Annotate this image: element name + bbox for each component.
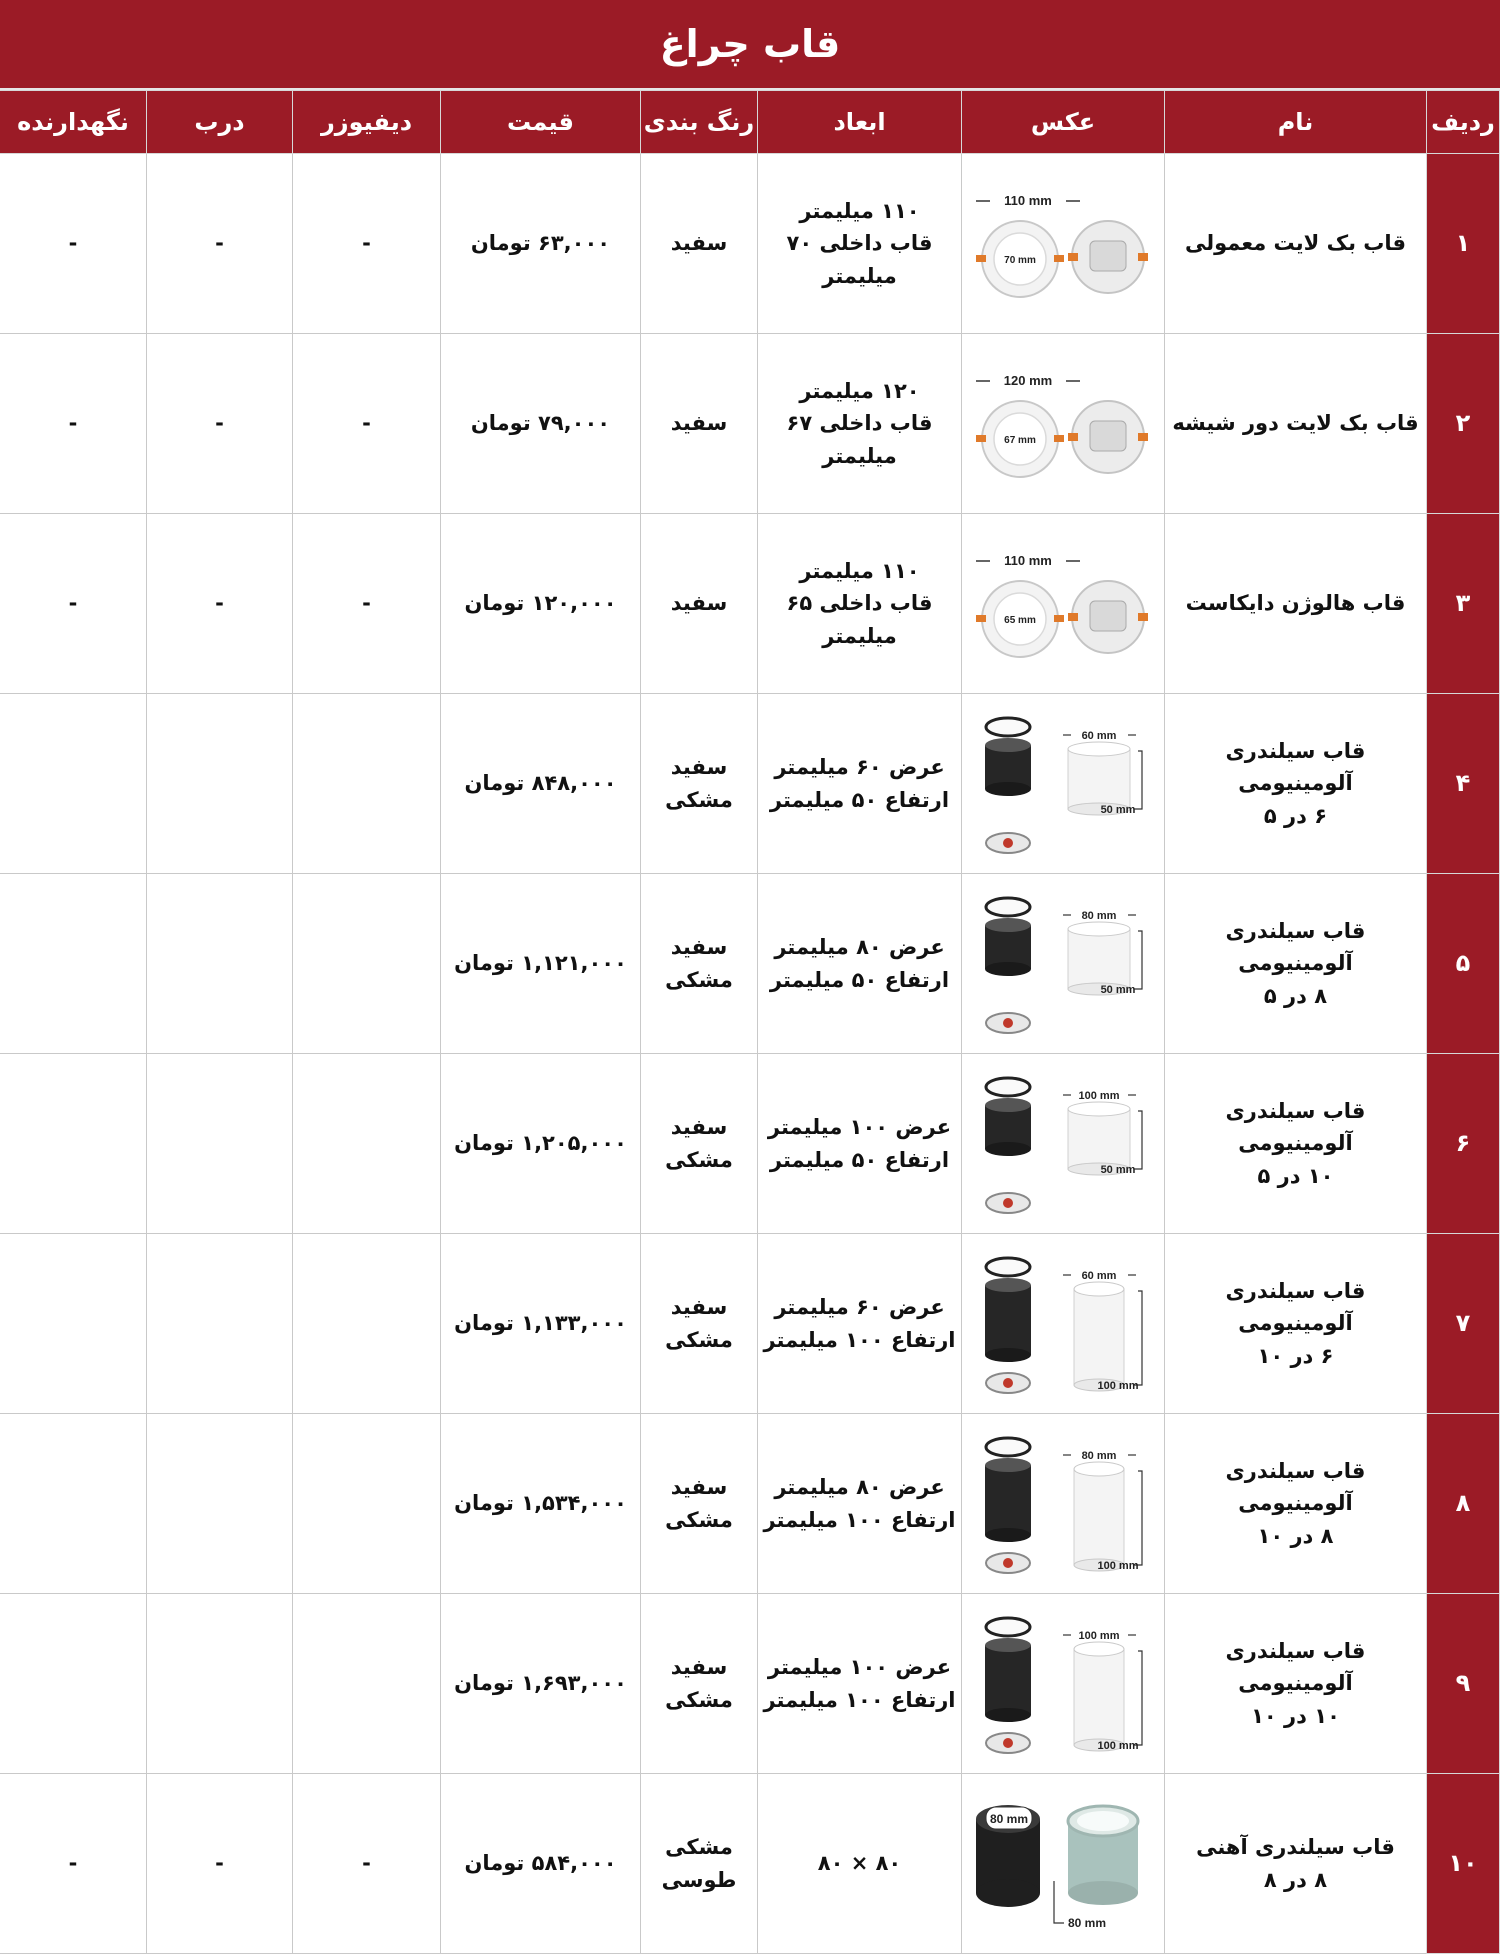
dimension-line: ارتفاع ۵۰ میلیمتر (769, 1147, 950, 1172)
price-cell: ۷۹,۰۰۰ تومان (441, 334, 641, 514)
product-photo-cell (962, 1054, 1165, 1234)
dimensions-cell (758, 1234, 962, 1414)
dimension-line: ۱۱۰ میلیمتر (799, 198, 920, 223)
diffuser-cell (293, 1234, 441, 1414)
door-cell (147, 874, 293, 1054)
product-photo-cell (962, 1774, 1165, 1954)
color-line: مشکی (665, 967, 733, 992)
product-photo (968, 169, 1158, 319)
dimension-line: قاب داخلی ۶۷ میلیمتر (786, 411, 933, 468)
holder-cell: - (0, 154, 147, 334)
holder-cell (0, 1414, 147, 1594)
product-name-line: ۸ در ۸ (1263, 1867, 1328, 1892)
color-line: سفید (670, 754, 728, 779)
width-dimension-label: 80 mm (1081, 1449, 1117, 1462)
dimension-line: ارتفاع ۵۰ میلیمتر (769, 787, 950, 812)
table-row (0, 1774, 1500, 1954)
header-row (0, 91, 1500, 154)
product-photo (968, 1249, 1158, 1399)
color-line: سفید (670, 1654, 728, 1679)
table-row (0, 514, 1500, 694)
product-name-line: ۶ در ۵ (1263, 803, 1328, 828)
table-body (0, 154, 1500, 1954)
product-name-line: قاب سیلندری آلومینیومی (1225, 1278, 1366, 1336)
col-header-dimensions: ابعاد (758, 91, 962, 154)
product-name-cell (1165, 1234, 1427, 1414)
width-dimension-label: 110 mm (1004, 192, 1052, 208)
dimension-line: ارتفاع ۵۰ میلیمتر (769, 967, 950, 992)
width-dimension-label: 110 mm (1004, 552, 1052, 568)
col-header-colors: رنگ بندی (641, 91, 758, 154)
product-table (0, 90, 1500, 1954)
diffuser-cell: - (293, 334, 441, 514)
diffuser-cell (293, 874, 441, 1054)
col-header-door: درب (147, 91, 293, 154)
row-number-cell: ۴ (1427, 694, 1500, 874)
product-name-line: ۱۰ در ۱۰ (1251, 1703, 1340, 1728)
table-row (0, 1414, 1500, 1594)
holder-cell: - (0, 1774, 147, 1954)
dimension-line: ۱۲۰ میلیمتر (799, 378, 920, 403)
holder-cell (0, 1594, 147, 1774)
color-line: مشکی (665, 1834, 733, 1859)
product-photo (968, 1789, 1158, 1939)
product-photo-cell (962, 334, 1165, 514)
row-number-cell: ۳ (1427, 514, 1500, 694)
diffuser-cell: - (293, 1774, 441, 1954)
dimension-line: قاب داخلی ۷۰ میلیمتر (786, 231, 933, 288)
diffuser-cell (293, 1594, 441, 1774)
table-row (0, 1594, 1500, 1774)
price-cell: ۱,۱۲۱,۰۰۰ تومان (441, 874, 641, 1054)
product-name-line: قاب بک لایت معمولی (1184, 231, 1407, 256)
dimension-line: ارتفاع ۱۰۰ میلیمتر (763, 1687, 956, 1712)
product-name-line: قاب سیلندری آهنی (1196, 1834, 1395, 1859)
table-row (0, 1054, 1500, 1234)
holder-cell (0, 874, 147, 1054)
price-cell: ۱۲۰,۰۰۰ تومان (441, 514, 641, 694)
width-dimension-label: 80 mm (989, 1811, 1029, 1826)
product-photo-cell (962, 1414, 1165, 1594)
product-photo (968, 1069, 1158, 1219)
col-header-diffuser: دیفیوزر (293, 91, 441, 154)
product-photo-cell (962, 514, 1165, 694)
door-cell (147, 1054, 293, 1234)
row-number-cell: ۸ (1427, 1414, 1500, 1594)
row-number-cell: ۵ (1427, 874, 1500, 1054)
colors-cell (641, 334, 758, 514)
width-dimension-label: 60 mm (1081, 1269, 1117, 1282)
product-name-line: ۶ در ۱۰ (1257, 1343, 1334, 1368)
price-cell: ۱,۵۳۴,۰۰۰ تومان (441, 1414, 641, 1594)
product-name-line: قاب سیلندری آلومینیومی (1225, 1458, 1366, 1516)
col-header-price: قیمت (441, 91, 641, 154)
height-dimension-label: 100 mm (1097, 1379, 1139, 1392)
product-photo (968, 1609, 1158, 1759)
color-line: طوسی (661, 1867, 737, 1892)
diffuser-cell: - (293, 514, 441, 694)
price-cell: ۵۸۴,۰۰۰ تومان (441, 1774, 641, 1954)
product-name-line: ۱۰ در ۵ (1257, 1163, 1334, 1188)
product-name-line: قاب سیلندری آلومینیومی (1225, 918, 1366, 976)
col-header-holder: نگهدارنده (0, 91, 147, 154)
col-header-row-number: ردیف (1427, 91, 1500, 154)
dimension-line: عرض ۱۰۰ میلیمتر (767, 1654, 952, 1679)
diffuser-cell (293, 1414, 441, 1594)
door-cell (147, 1594, 293, 1774)
product-photo-cell (962, 694, 1165, 874)
dimensions-cell (758, 874, 962, 1054)
product-photo (968, 709, 1158, 859)
width-dimension-label: 80 mm (1081, 909, 1117, 922)
product-name-cell (1165, 1594, 1427, 1774)
product-name-cell (1165, 694, 1427, 874)
dimension-line: قاب داخلی ۶۵ میلیمتر (786, 591, 933, 648)
dimension-line: عرض ۶۰ میلیمتر (774, 754, 945, 779)
table-row (0, 1234, 1500, 1414)
product-name-cell (1165, 874, 1427, 1054)
dimension-line: ارتفاع ۱۰۰ میلیمتر (763, 1327, 956, 1352)
product-name-cell (1165, 514, 1427, 694)
product-name-line: قاب هالوژن دایکاست (1185, 591, 1406, 616)
width-dimension-label: 100 mm (1078, 1629, 1120, 1642)
price-cell: ۱,۱۳۳,۰۰۰ تومان (441, 1234, 641, 1414)
colors-cell (641, 1414, 758, 1594)
price-cell: ۱,۲۰۵,۰۰۰ تومان (441, 1054, 641, 1234)
price-cell: ۱,۶۹۳,۰۰۰ تومان (441, 1594, 641, 1774)
row-number-cell: ۷ (1427, 1234, 1500, 1414)
width-dimension-label: 120 mm (1003, 372, 1053, 388)
diffuser-cell (293, 1054, 441, 1234)
product-name-cell (1165, 1414, 1427, 1594)
col-header-photo: عکس (962, 91, 1165, 154)
product-photo (968, 529, 1158, 679)
row-number-cell: ۲ (1427, 334, 1500, 514)
color-line: سفید (670, 1474, 728, 1499)
width-dimension-label: 60 mm (1081, 729, 1117, 742)
height-dimension-label: 100 mm (1097, 1739, 1139, 1752)
product-name-cell (1165, 334, 1427, 514)
holder-cell: - (0, 514, 147, 694)
door-cell (147, 1234, 293, 1414)
product-name-line: قاب سیلندری آلومینیومی (1225, 1098, 1366, 1156)
table-row (0, 694, 1500, 874)
dimensions-cell (758, 1054, 962, 1234)
dimension-line: ۸۰ × ۸۰ (817, 1851, 902, 1876)
diffuser-cell (293, 694, 441, 874)
colors-cell (641, 694, 758, 874)
color-line: سفید (670, 1114, 728, 1139)
dimensions-cell (758, 1594, 962, 1774)
height-dimension-label: 50 mm (1100, 803, 1136, 816)
dimensions-cell (758, 154, 962, 334)
dimension-line: عرض ۱۰۰ میلیمتر (767, 1114, 952, 1139)
colors-cell (641, 874, 758, 1054)
height-dimension-label: 80 mm (1068, 1915, 1107, 1930)
door-cell: - (147, 1774, 293, 1954)
door-cell: - (147, 514, 293, 694)
product-photo-cell (962, 1594, 1165, 1774)
table-row (0, 874, 1500, 1054)
colors-cell (641, 154, 758, 334)
sheet-title: قاب چراغ (0, 0, 1500, 90)
color-line: سفید (670, 411, 728, 436)
color-line: مشکی (665, 1147, 733, 1172)
holder-cell (0, 1054, 147, 1234)
color-line: سفید (670, 934, 728, 959)
dimension-line: عرض ۸۰ میلیمتر (774, 1474, 945, 1499)
holder-cell (0, 694, 147, 874)
row-number-cell: ۱ (1427, 154, 1500, 334)
product-name-line: ۸ در ۱۰ (1257, 1523, 1334, 1548)
colors-cell (641, 1234, 758, 1414)
dimensions-cell (758, 514, 962, 694)
dimensions-cell (758, 1774, 962, 1954)
product-photo-cell (962, 874, 1165, 1054)
product-name-cell (1165, 1774, 1427, 1954)
product-photo-cell (962, 154, 1165, 334)
price-cell: ۶۳,۰۰۰ تومان (441, 154, 641, 334)
inner-dimension-label: 70 mm (1004, 254, 1036, 266)
product-name-cell (1165, 1054, 1427, 1234)
dimensions-cell (758, 334, 962, 514)
door-cell: - (147, 154, 293, 334)
diffuser-cell: - (293, 154, 441, 334)
price-cell: ۸۴۸,۰۰۰ تومان (441, 694, 641, 874)
product-name-line: ۸ در ۵ (1263, 983, 1328, 1008)
table-row (0, 154, 1500, 334)
dimensions-cell (758, 694, 962, 874)
door-cell: - (147, 334, 293, 514)
product-photo (968, 1429, 1158, 1579)
door-cell (147, 694, 293, 874)
width-dimension-label: 100 mm (1078, 1089, 1120, 1102)
color-line: مشکی (665, 1687, 733, 1712)
color-line: مشکی (665, 1507, 733, 1532)
product-name-line: قاب سیلندری آلومینیومی (1225, 1638, 1366, 1696)
product-photo (968, 349, 1158, 499)
height-dimension-label: 50 mm (1100, 983, 1136, 996)
height-dimension-label: 50 mm (1100, 1163, 1136, 1176)
product-photo-cell (962, 1234, 1165, 1414)
colors-cell (641, 1774, 758, 1954)
holder-cell (0, 1234, 147, 1414)
product-name-line: قاب بک لایت دور شیشه (1172, 411, 1419, 436)
product-name-cell (1165, 154, 1427, 334)
product-name-line: قاب سیلندری آلومینیومی (1225, 738, 1366, 796)
dimensions-cell (758, 1414, 962, 1594)
row-number-cell: ۶ (1427, 1054, 1500, 1234)
color-line: سفید (670, 231, 728, 256)
door-cell (147, 1414, 293, 1594)
height-dimension-label: 100 mm (1097, 1559, 1139, 1572)
dimension-line: عرض ۶۰ میلیمتر (774, 1294, 945, 1319)
colors-cell (641, 514, 758, 694)
colors-cell (641, 1054, 758, 1234)
color-line: مشکی (665, 787, 733, 812)
row-number-cell: ۹ (1427, 1594, 1500, 1774)
dimension-line: ارتفاع ۱۰۰ میلیمتر (763, 1507, 956, 1532)
product-photo (968, 889, 1158, 1039)
col-header-name: نام (1165, 91, 1427, 154)
dimension-line: ۱۱۰ میلیمتر (799, 558, 920, 583)
colors-cell (641, 1594, 758, 1774)
row-number-cell: ۱۰ (1427, 1774, 1500, 1954)
dimension-line: عرض ۸۰ میلیمتر (774, 934, 945, 959)
color-line: سفید (670, 591, 728, 616)
color-line: مشکی (665, 1327, 733, 1352)
holder-cell: - (0, 334, 147, 514)
table-row (0, 334, 1500, 514)
inner-dimension-label: 65 mm (1004, 614, 1036, 626)
color-line: سفید (670, 1294, 728, 1319)
inner-dimension-label: 67 mm (1004, 434, 1036, 446)
